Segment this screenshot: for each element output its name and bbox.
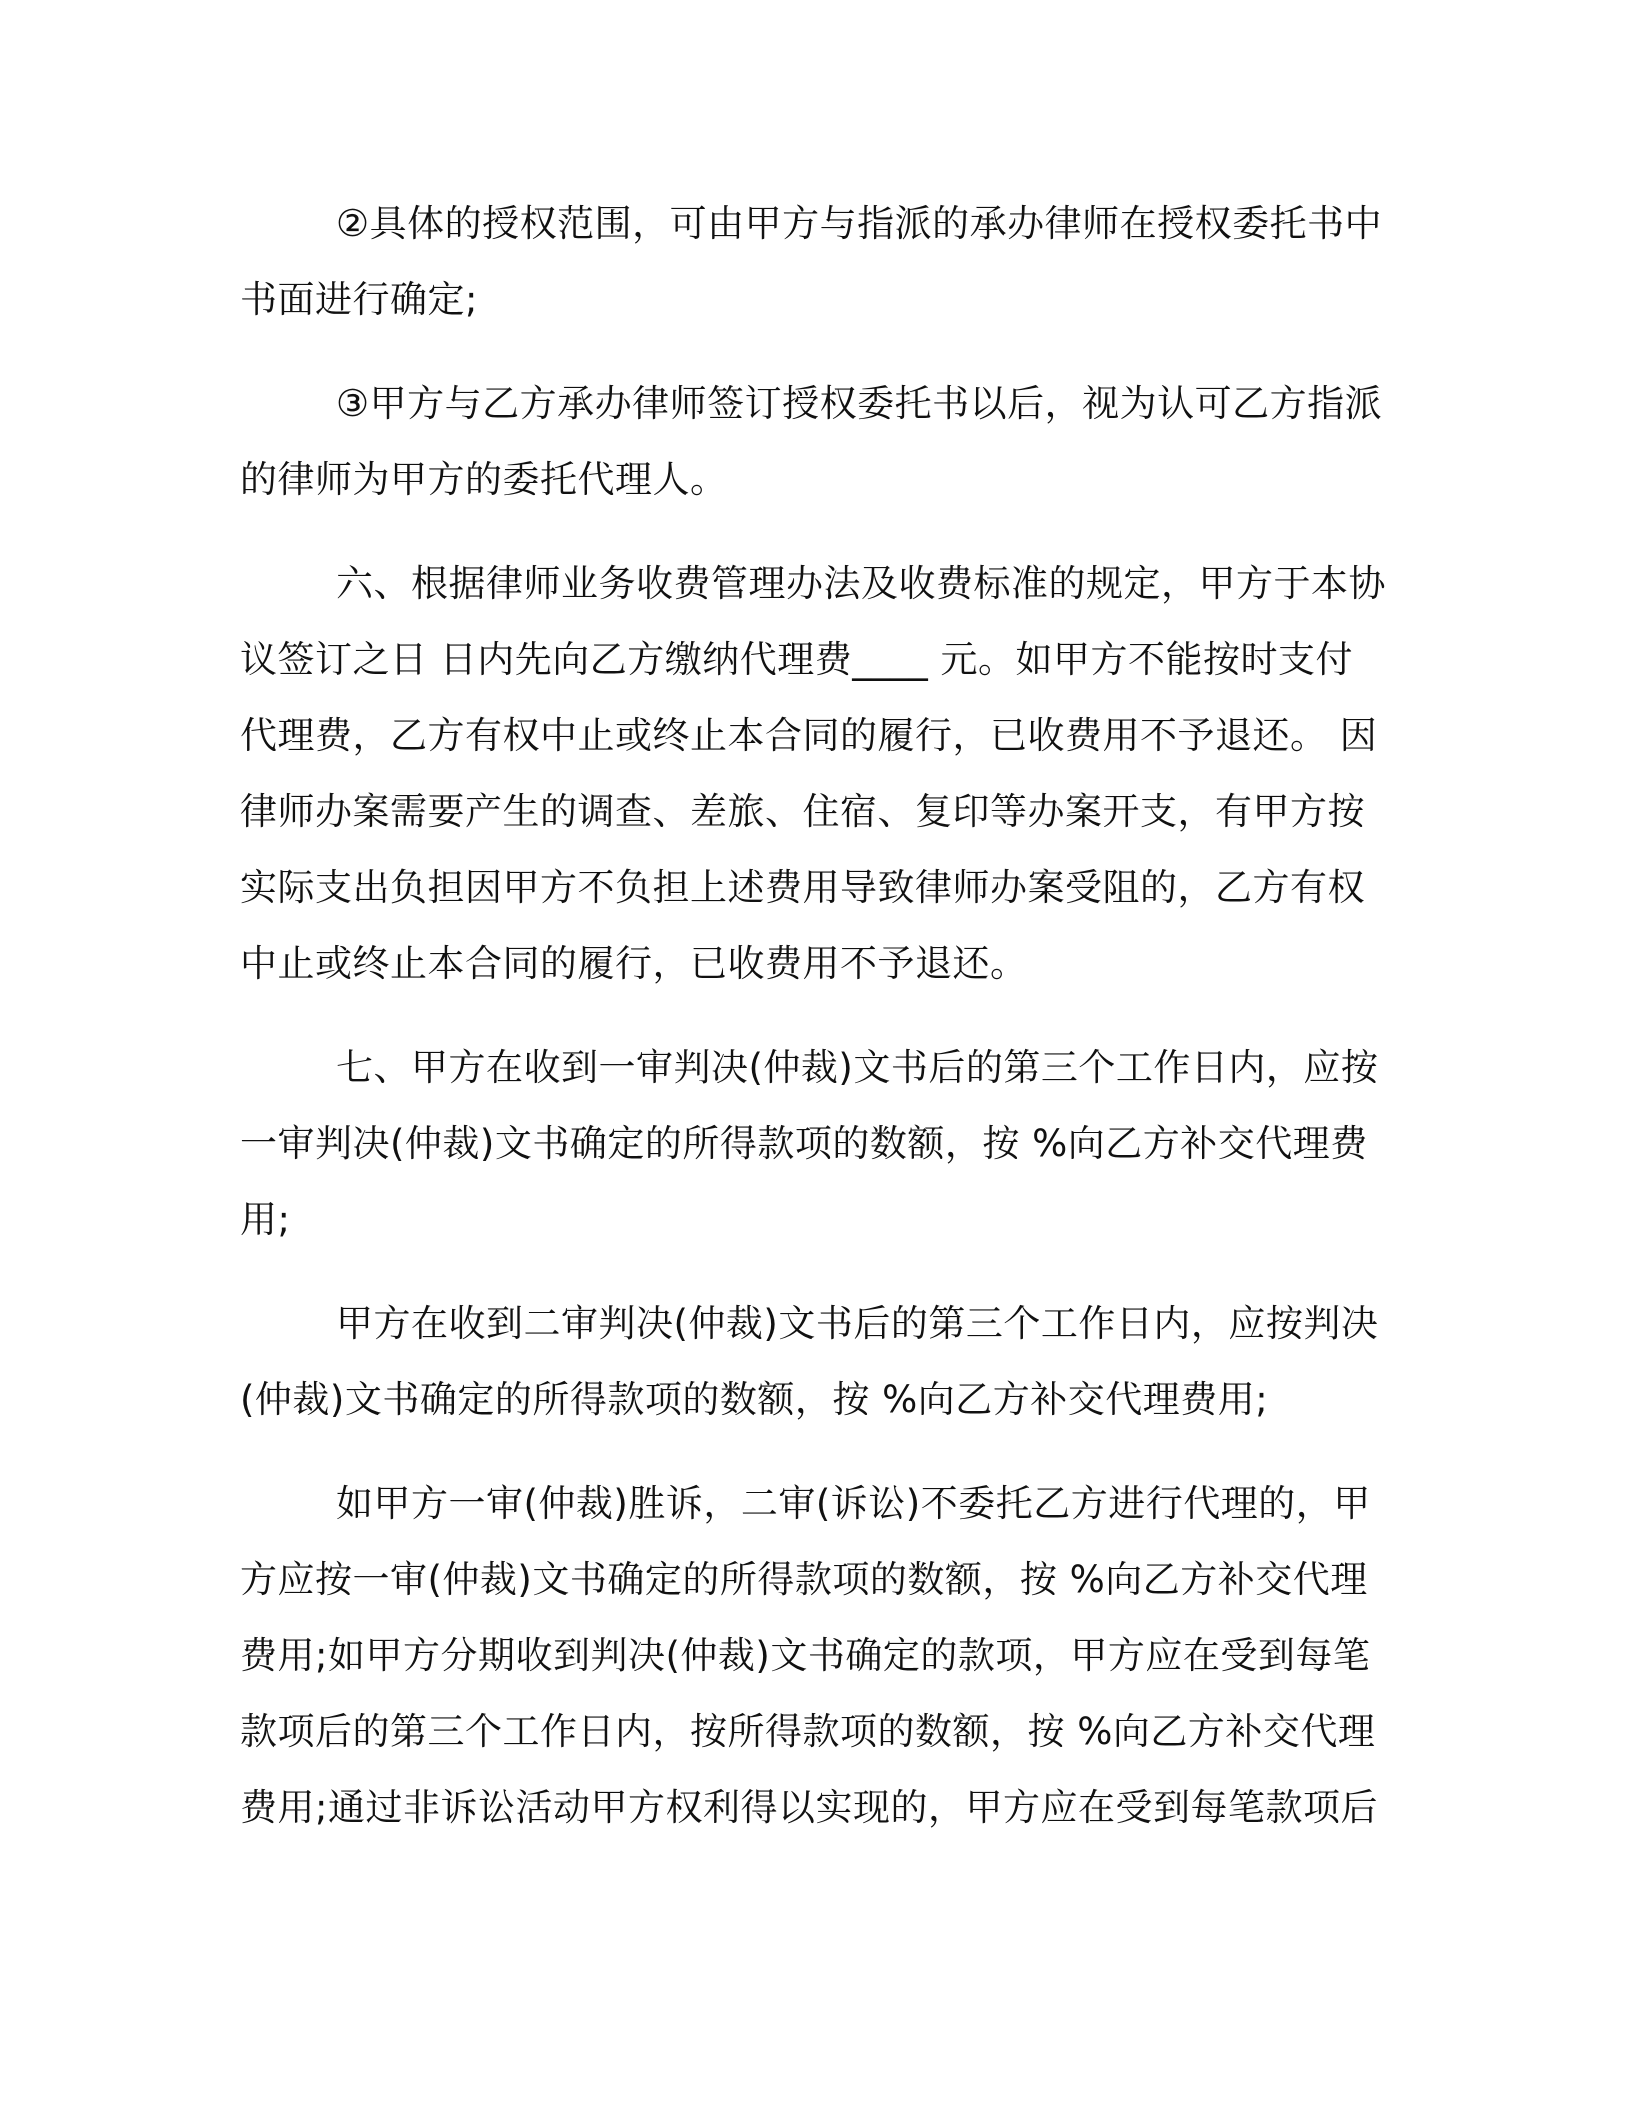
paragraph-authorization-scope: ②具体的授权范围，可由甲方与指派的承办律师在授权委托书中书面进行确定; bbox=[240, 202, 1383, 321]
paragraph-section-seven-first-instance: 七、甲方在收到一审判决(仲裁)文书后的第三个工作日内，应按一审判决(仲裁)文书确定的所得款项的数额，按 %向乙方补交代理费用; bbox=[240, 1046, 1379, 1241]
paragraph-authorization-effect: ③甲方与乙方承办律师签订授权委托书以后，视为认可乙方指派的律师为甲方的委托代理人。 bbox=[240, 382, 1383, 501]
document-body bbox=[240, 186, 1390, 1874]
paragraph-section-six-fees: 六、根据律师业务收费管理办法及收费标准的规定，甲方于本协议签订之日 日内先向乙方缴纳代理费____ 元。如甲方不能按时支付代理费，乙方有权中止或终止本合同的履行，已收费用不予退还。 因律师办案需要产生的调查、差旅、住宿、复印等办案开支，有甲方按实际支出负担因甲方不负担上述费用导致律师办案受阻的，乙方有权中止或终止本合同的履行，已收费用不予退还。 bbox=[240, 562, 1386, 985]
paragraph-installment-payments: 如甲方一审(仲裁)胜诉，二审(诉讼)不委托乙方进行代理的，甲方应按一审(仲裁)文书确定的所得款项的数额，按 %向乙方补交代理费用;如甲方分期收到判决(仲裁)文书确定的款项，甲方应在受到每笔款项后的第三个工作日内，按所得款项的数额，按 %向乙方补交代理费用;通过非诉讼活动甲方权利得以实现的，甲方应在受到每笔款项后 bbox=[240, 1482, 1378, 1829]
paragraph-second-instance: 甲方在收到二审判决(仲裁)文书后的第三个工作日内，应按判决(仲裁)文书确定的所得款项的数额，按 %向乙方补交代理费用; bbox=[240, 1302, 1379, 1421]
